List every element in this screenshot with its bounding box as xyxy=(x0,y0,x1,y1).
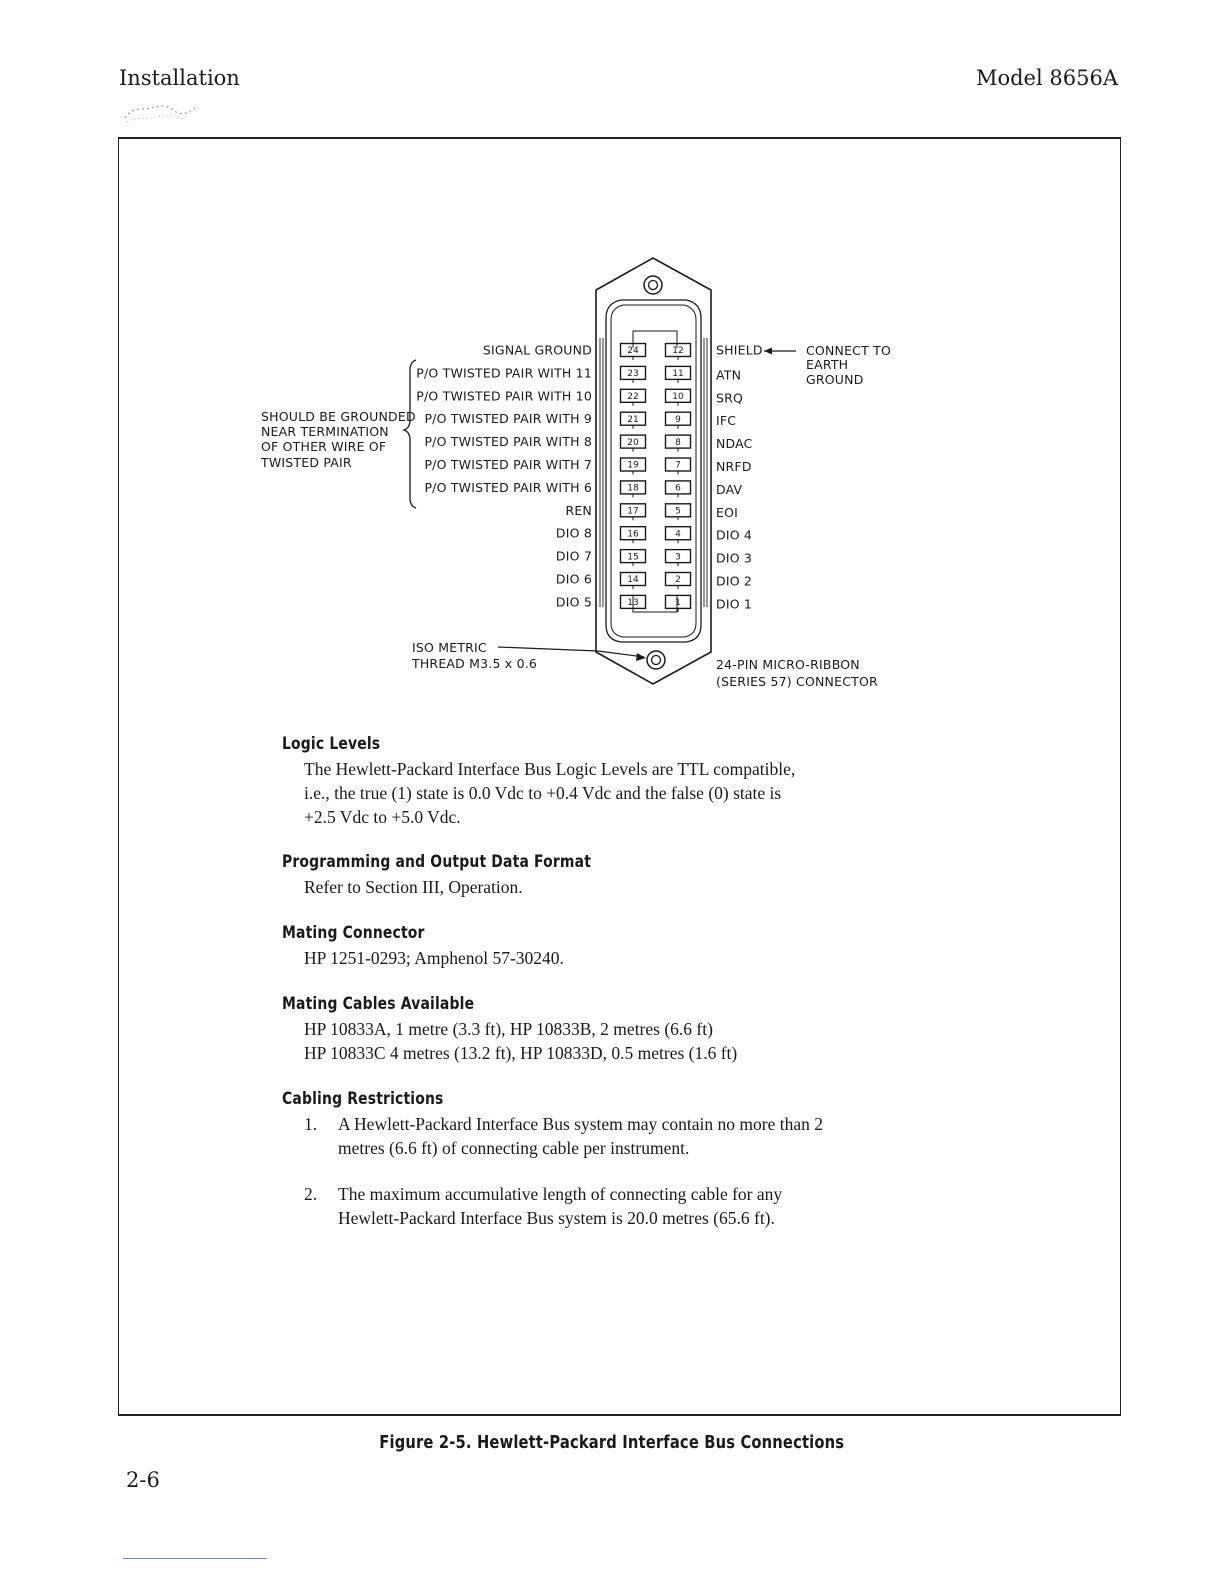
thread-arrow-icon xyxy=(636,653,646,661)
section-title: Mating Cables Available xyxy=(282,994,475,1014)
grounded-note-line-1: SHOULD BE GROUNDED xyxy=(261,409,416,424)
pin-22 xyxy=(621,389,646,406)
pin-number: 15 xyxy=(627,552,639,563)
left-signal-label: P/O TWISTED PAIR WITH 11 xyxy=(416,365,592,381)
restriction-item-1 xyxy=(304,1112,962,1160)
right-signal-label: DIO 1 xyxy=(716,596,753,612)
pin-15 xyxy=(621,550,646,567)
restriction-item-2 xyxy=(304,1182,962,1230)
pin-number: 24 xyxy=(627,346,639,357)
left-signal-label: DIO 5 xyxy=(555,594,592,610)
left-signal-label: SIGNAL GROUND xyxy=(482,342,592,358)
twisted-pair-bracket xyxy=(404,360,416,508)
body-line: Refer to Section III, Operation. xyxy=(304,877,523,897)
right-signal-label: ATN xyxy=(716,367,742,383)
right-signal-label: NRFD xyxy=(716,459,752,474)
pin-number: 4 xyxy=(675,529,681,540)
pin-13 xyxy=(621,595,646,612)
pin-number: 12 xyxy=(672,346,684,357)
pin-5 xyxy=(666,504,691,521)
pin-number: 11 xyxy=(672,369,684,380)
pin-17 xyxy=(621,504,646,521)
pin-2 xyxy=(666,573,691,590)
body-line: A Hewlett-Packard Interface Bus system may contain no more than 2 xyxy=(338,1114,823,1134)
pin-number: 22 xyxy=(627,392,639,402)
right-signal-label: DIO 3 xyxy=(716,550,753,566)
left-signal-label: DIO 6 xyxy=(555,571,592,587)
pin-23 xyxy=(621,366,646,383)
right-signal-labels xyxy=(716,343,763,612)
section-body xyxy=(304,875,962,899)
right-signal-label: DIO 4 xyxy=(716,527,753,543)
list-number: 2. xyxy=(304,1184,318,1204)
top-screw-icon xyxy=(644,276,662,294)
running-header-section: Installation xyxy=(119,66,240,90)
pin-number: 23 xyxy=(627,369,639,380)
section-title: Logic Levels xyxy=(282,734,381,754)
right-signal-label: SRQ xyxy=(716,390,744,406)
connector-note-line-1: 24-PIN MICRO-RIBBON xyxy=(716,657,860,672)
left-signal-label: P/O TWISTED PAIR WITH 10 xyxy=(416,388,592,404)
pin-10 xyxy=(666,389,691,406)
pin-number: 21 xyxy=(627,414,639,425)
pin-number: 5 xyxy=(675,506,681,517)
left-signal-label: P/O TWISTED PAIR WITH 6 xyxy=(424,479,592,495)
connector-shell-outline xyxy=(596,258,711,684)
pin-number: 20 xyxy=(627,437,639,448)
grounded-note-line-2: NEAR TERMINATION xyxy=(261,424,389,439)
section-body xyxy=(304,1112,962,1230)
section-body xyxy=(304,757,962,829)
pin-number: 3 xyxy=(675,552,681,563)
pin-number: 9 xyxy=(675,414,681,425)
section-mating-cables xyxy=(282,994,962,1065)
shield-note-line-2: EARTH xyxy=(806,357,849,372)
body-line: The Hewlett-Packard Interface Bus Logic Levels are TTL compatible, xyxy=(304,759,796,779)
pin-20 xyxy=(621,435,646,452)
section-logic-levels xyxy=(282,734,962,829)
pin-number: 14 xyxy=(627,575,639,586)
right-signal-label: EOI xyxy=(716,504,739,520)
left-signal-label: P/O TWISTED PAIR WITH 7 xyxy=(424,457,592,472)
shield-note-line-1: CONNECT TO xyxy=(806,343,891,358)
pin-number: 17 xyxy=(627,506,639,517)
body-line: HP 1251-0293; Amphenol 57-30240. xyxy=(304,948,564,968)
shield-note-line-3: GROUND xyxy=(806,372,864,387)
body-line: The maximum accumulative length of connecting cable for any xyxy=(338,1184,783,1204)
pin-rows xyxy=(621,344,691,612)
pin-number: 10 xyxy=(672,392,684,402)
left-signal-label: REN xyxy=(565,502,592,518)
right-signal-label: DIO 2 xyxy=(716,573,753,589)
section-programming-format xyxy=(282,852,962,899)
pin-number: 18 xyxy=(627,483,639,494)
page-number: 2-6 xyxy=(126,1468,160,1492)
section-body xyxy=(304,946,962,970)
right-signal-label: DAV xyxy=(716,481,743,497)
pin-8 xyxy=(666,435,691,452)
body-line: i.e., the true (1) state is 0.0 Vdc to +0.4 Vdc and the false (0) state is xyxy=(304,783,782,803)
thread-note-line-1: ISO METRIC xyxy=(412,640,487,655)
body-line: HP 10833C 4 metres (13.2 ft), HP 10833D, 0.5 metres (1.6 ft) xyxy=(304,1043,738,1063)
footer-rule xyxy=(123,1558,267,1559)
bottom-screw-icon xyxy=(647,651,665,669)
pin-16 xyxy=(621,527,646,544)
right-signal-label: IFC xyxy=(716,413,737,429)
pin-number: 8 xyxy=(675,437,681,448)
left-signal-label: DIO 8 xyxy=(555,525,592,541)
pin-number: 13 xyxy=(627,598,639,609)
pin-number: 16 xyxy=(627,529,639,540)
pin-bus-top-line xyxy=(633,331,677,348)
body-line: HP 10833A, 1 metre (3.3 ft), HP 10833B, 2 metres (6.6 ft) xyxy=(304,1019,713,1039)
section-cabling-restrictions xyxy=(282,1089,962,1230)
left-signal-label: DIO 7 xyxy=(555,548,592,564)
running-header-model: Model 8656A xyxy=(975,66,1118,90)
pin-9 xyxy=(666,412,691,429)
connector-note-line-2: (SERIES 57) CONNECTOR xyxy=(716,674,878,689)
body-line: Hewlett-Packard Interface Bus system is 20.0 metres (65.6 ft). xyxy=(338,1208,775,1228)
body-line: +2.5 Vdc to +5.0 Vdc. xyxy=(304,807,461,827)
pin-14 xyxy=(621,573,646,590)
list-number: 1. xyxy=(304,1114,318,1134)
hpib-connector-diagram xyxy=(0,0,1224,720)
section-body xyxy=(304,1017,962,1065)
left-signal-label: P/O TWISTED PAIR WITH 8 xyxy=(424,434,592,450)
pin-number: 19 xyxy=(627,460,639,471)
pin-number: 1 xyxy=(675,598,681,609)
pin-bus-bottom-line xyxy=(633,595,677,612)
left-signal-label: P/O TWISTED PAIR WITH 9 xyxy=(424,411,592,427)
pin-19 xyxy=(621,458,646,475)
pin-12 xyxy=(666,344,691,361)
section-title: Cabling Restrictions xyxy=(282,1089,444,1109)
pin-number: 2 xyxy=(675,575,681,586)
section-title: Mating Connector xyxy=(282,923,425,943)
grounded-note-line-4: TWISTED PAIR xyxy=(261,455,352,470)
pin-number: 7 xyxy=(675,460,681,471)
pin-24 xyxy=(621,344,646,361)
pin-1 xyxy=(666,595,691,612)
thread-note-line-2: THREAD M3.5 x 0.6 xyxy=(412,656,538,671)
pin-3 xyxy=(666,550,691,567)
pin-7 xyxy=(666,458,691,475)
pin-number: 6 xyxy=(675,483,681,494)
right-signal-label: SHIELD xyxy=(716,342,763,358)
body-line: metres (6.6 ft) of connecting cable per instrument. xyxy=(338,1138,690,1158)
left-signal-labels xyxy=(416,343,592,610)
section-mating-connector xyxy=(282,923,962,970)
pin-4 xyxy=(666,527,691,544)
section-title: Programming and Output Data Format xyxy=(282,852,592,872)
pin-6 xyxy=(666,481,691,498)
pin-11 xyxy=(666,366,691,383)
figure-caption: Figure 2-5. Hewlett-Packard Interface Bus Connections xyxy=(379,1433,845,1453)
pin-18 xyxy=(621,481,646,498)
grounded-note-line-3: OF OTHER WIRE OF xyxy=(261,439,387,454)
right-signal-label: NDAC xyxy=(716,436,753,452)
pin-21 xyxy=(621,412,646,429)
shield-arrow-icon xyxy=(764,348,772,355)
